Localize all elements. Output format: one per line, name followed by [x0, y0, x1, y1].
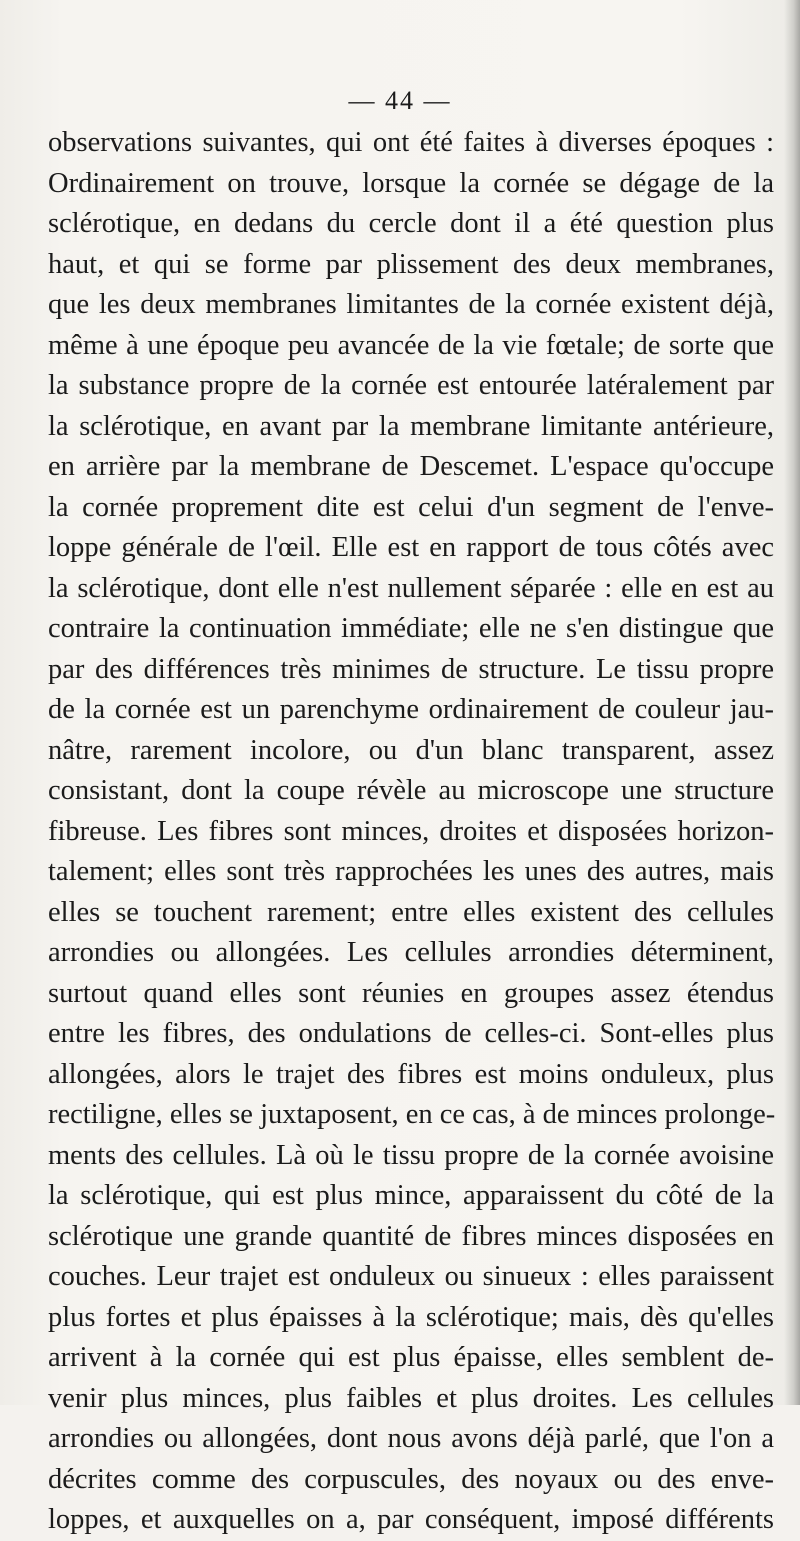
text-line: ments des cellules. Là où le tissu propre de la cornée avoisine [48, 1139, 774, 1171]
text-line: sclérotique une grande quantité de fibres minces disposées en [48, 1220, 774, 1252]
text-line: la sclérotique, en avant par la membrane limitante antérieure, [48, 410, 774, 442]
text-line: elles se touchent rarement; entre elles existent des cellules [48, 896, 774, 928]
text-line: de la cornée est un parenchyme ordinairement de couleur jau- [48, 694, 774, 725]
text-line: arrivent à la cornée qui est plus épaisse, elles semblent de- [48, 1342, 774, 1373]
text-line: surtout quand elles sont réunies en groupes assez étendus [48, 977, 774, 1009]
text-line: venir plus minces, plus faibles et plus droites. Les cellules [48, 1382, 774, 1414]
text-line: que les deux membranes limitantes de la cornée existent déjà, [48, 289, 774, 320]
text-line: la sclérotique, dont elle n'est nullement séparée : elle en est au [48, 572, 774, 604]
text-line: couches. Leur trajet est onduleux ou sinueux : elles paraissent [48, 1261, 774, 1292]
text-line: arrondies ou allongées. Les cellules arrondies déterminent, [48, 937, 774, 968]
text-line: loppes, et auxquelles on a, par conséquent, imposé différents [48, 1504, 774, 1535]
text-line: par des différences très minimes de structure. Le tissu propre [48, 653, 774, 685]
text-line: haut, et qui se forme par plissement des deux membranes, [48, 248, 774, 280]
text-line: arrondies ou allongées, dont nous avons déjà parlé, que l'on a [48, 1423, 774, 1454]
page-edge-shadow [784, 0, 800, 1405]
body-text [48, 123, 774, 1541]
text-line: sclérotique, en dedans du cercle dont il a été question plus [48, 208, 774, 239]
text-line: la cornée proprement dite est celui d'un segment de l'enve- [48, 491, 774, 523]
text-line: nâtre, rarement incolore, ou d'un blanc transparent, assez [48, 734, 774, 766]
text-line: même à une époque peu avancée de la vie fœtale; de sorte que [48, 329, 774, 361]
text-line: fibreuse. Les fibres sont minces, droites et disposées horizon- [48, 815, 774, 847]
text-line: allongées, alors le trajet des fibres est moins onduleux, plus [48, 1058, 774, 1090]
text-line: observations suivantes, qui ont été faites à diverses époques : [48, 127, 774, 158]
text-line: décrites comme des corpuscules, des noyaux ou des enve- [48, 1463, 774, 1495]
text-line: rectiligne, elles se juxtaposent, en ce cas, à de minces prolonge- [48, 1099, 776, 1130]
text-line: la substance propre de la cornée est entourée latéralement par [48, 370, 774, 401]
text-line: contraire la continuation immédiate; elle ne s'en distingue que [48, 613, 774, 644]
text-line: en arrière par la membrane de Descemet. L'espace qu'occupe [48, 451, 774, 482]
page-number: — 44 — [348, 86, 452, 115]
text-line: plus fortes et plus épaisses à la sclérotique; mais, dès qu'elles [48, 1301, 774, 1333]
text-line: Ordinairement on trouve, lorsque la cornée se dégage de la [48, 167, 774, 199]
text-line: consistant, dont la coupe révèle au microscope une structure [48, 775, 774, 806]
text-line: loppe générale de l'œil. Elle est en rapport de tous côtés avec [48, 532, 774, 563]
text-line: entre les fibres, des ondulations de celles-ci. Sont-elles plus [48, 1018, 774, 1049]
text-line: talement; elles sont très rapprochées les unes des autres, mais [48, 856, 774, 887]
text-line: la sclérotique, qui est plus mince, apparaissent du côté de la [48, 1180, 774, 1211]
